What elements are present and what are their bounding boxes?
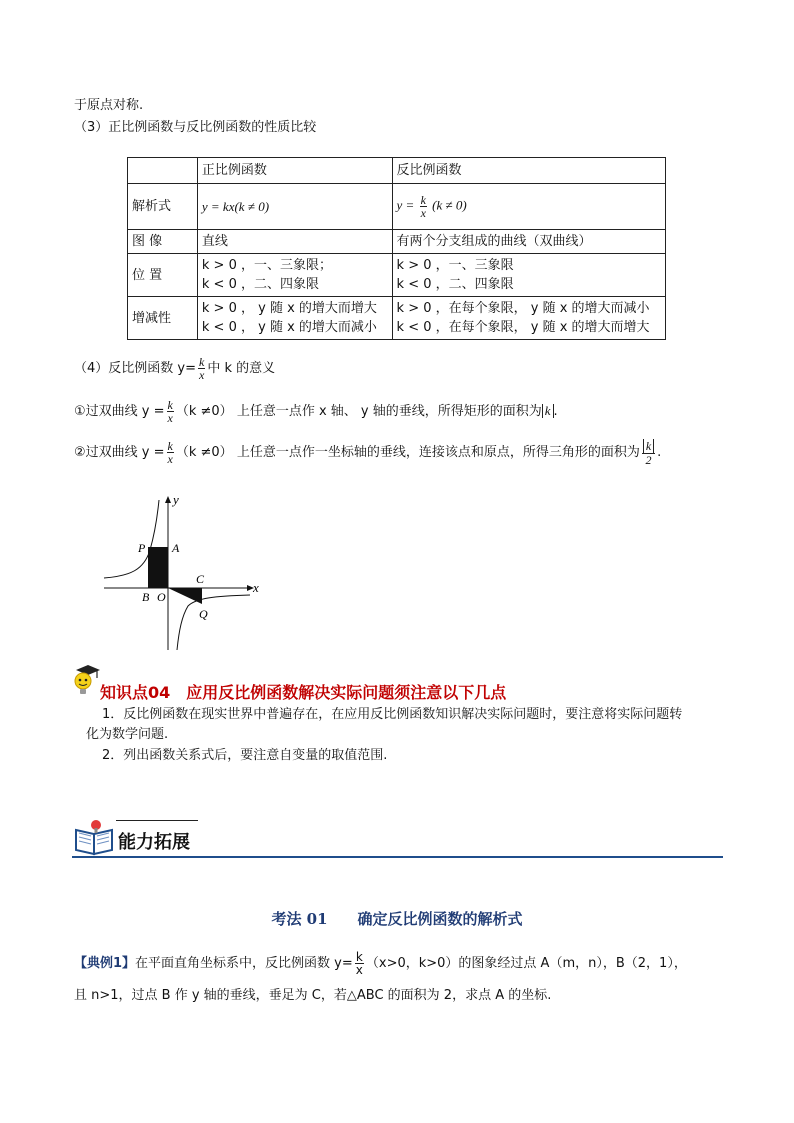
section-title: 能力拓展: [118, 832, 190, 853]
hyperbola-figure: [100, 490, 270, 655]
formula-inverse: y = $\frac{k}{x}$ (k ≠ 0): [392, 184, 665, 230]
fraction: $\frac{k}{x}$: [199, 355, 205, 382]
table-header-cell: 反比例函数: [392, 158, 665, 184]
label-c: C: [196, 572, 205, 586]
table-row: [128, 254, 666, 297]
intro-line: 于原点对称.: [74, 98, 144, 113]
row-label: 图 像: [128, 230, 198, 254]
triangle-ocq: [168, 588, 202, 604]
fraction: $\frac{k}{x}$: [420, 193, 426, 220]
label-a: A: [172, 541, 180, 555]
property-2: ②过双曲线 y = $\frac{k}{x}$ （k ≠0） 上任意一点作一坐标轴的垂线，连接该点和原点，所得三角形的面积为 $\frac{k}{2}$ .: [74, 439, 662, 467]
fraction: $\frac{k}{x}$: [167, 439, 173, 466]
method-title: 考法 01 确定反比例函数的解析式: [271, 910, 523, 928]
fraction: $\frac{k}{x}$: [167, 398, 173, 425]
kp04-item: 1．反比例函数在现实世界中普遍存在，在应用反比例函数知识解决实际问题时，要注意将实际问题转: [102, 707, 683, 722]
formula-direct: y = kx(k ≠ 0): [197, 184, 392, 230]
fraction: $\frac{k}{x}$: [355, 950, 363, 977]
table-row: [128, 184, 666, 230]
monotonic-direct: k > 0 ， y 随 x 的增大而增大 k < 0 ， y 随 x 的增大而减小: [197, 297, 392, 340]
label-q: Q: [199, 607, 208, 621]
abs-k: k: [542, 404, 554, 418]
item3-heading: （3）正比例函数与反比例函数的性质比较: [74, 120, 317, 135]
section-rule: [72, 856, 723, 858]
y-axis-arrow-icon: [165, 496, 171, 503]
book-icon: [72, 818, 116, 858]
abs-k-over-2: $\frac{k}{2}$: [642, 439, 655, 466]
row-label: 解析式: [128, 184, 198, 230]
table-header-row: [128, 158, 666, 184]
example-line-2: 且 n>1，过点 B 作 y 轴的垂线，垂足为 C，若△ABC 的面积为 2，求点 A 的坐标.: [74, 988, 552, 1003]
hyperbola-branch-right: [177, 595, 250, 650]
table-header-cell: 正比例函数: [197, 158, 392, 184]
position-inverse: k > 0 ，一、三象限 k < 0 ，二、四象限: [392, 254, 665, 297]
row-label: 位 置: [128, 254, 198, 297]
label-y: y: [173, 492, 179, 507]
section-overline: [116, 820, 198, 821]
row-label: 增减性: [128, 297, 198, 340]
example-line-1: 【典例1】在平面直角坐标系中，反比例函数 y= $\frac{k}{x}$ （x>0，k>0）的图象经过点 A（m，n），B（2，1），: [74, 950, 687, 977]
label-o: O: [157, 590, 166, 604]
lightbulb-graduate-icon: [70, 662, 100, 696]
kp04-item: 2．列出函数关系式后，要注意自变量的取值范围.: [102, 748, 388, 763]
label-b: B: [142, 590, 150, 604]
example-tag: 【典例1】: [74, 956, 136, 971]
position-direct: k > 0 ，一、三象限； k < 0 ，二、四象限: [197, 254, 392, 297]
label-p: P: [138, 541, 146, 555]
property-1: ①过双曲线 y = $\frac{k}{x}$ （k ≠0） 上任意一点作 x 轴、 y 轴的垂线，所得矩形的面积为 k .: [74, 398, 558, 425]
label-x: x: [253, 580, 259, 595]
comparison-table: [127, 157, 666, 340]
table-row: [128, 297, 666, 340]
item4-heading: （4）反比例函数 y= $\frac{k}{x}$ 中 k 的意义: [74, 355, 276, 382]
kp04-title: 知识点04 应用反比例函数解决实际问题须注意以下几点: [100, 683, 507, 702]
image-inverse: 有两个分支组成的曲线（双曲线）: [392, 230, 665, 254]
image-direct: 直线: [197, 230, 392, 254]
rectangle-pabo: [148, 547, 168, 588]
kp04-item: 化为数学问题.: [86, 727, 169, 742]
table-header-cell: [128, 158, 198, 184]
table-row: [128, 230, 666, 254]
monotonic-inverse: k > 0 ，在每个象限， y 随 x 的增大而减小 k < 0 ，在每个象限， y 随 x 的增大而增大: [392, 297, 665, 340]
